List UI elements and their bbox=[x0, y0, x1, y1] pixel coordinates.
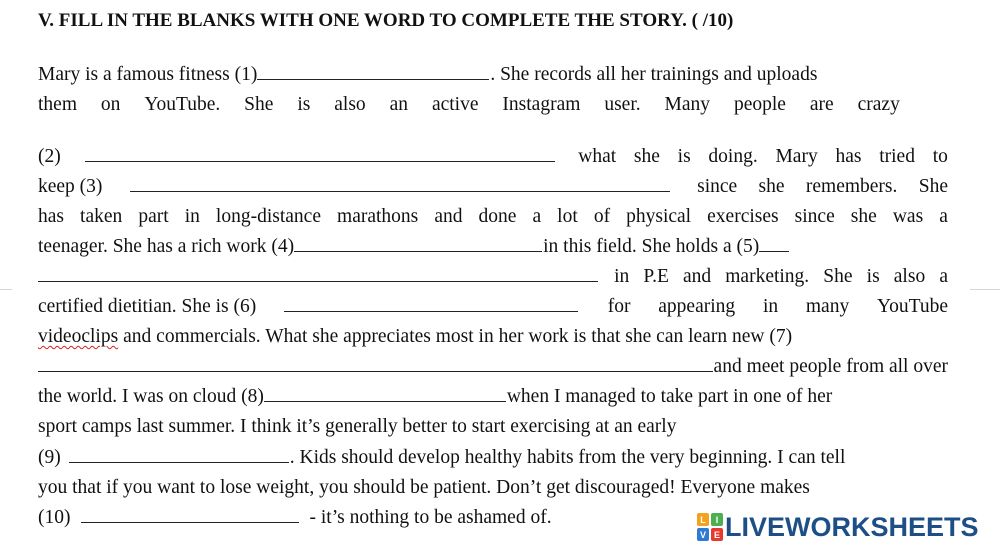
word: active bbox=[431, 94, 479, 115]
word: in bbox=[762, 296, 779, 317]
liveworksheets-logo-icon bbox=[697, 513, 723, 541]
word: She bbox=[823, 266, 853, 287]
word: is bbox=[866, 266, 880, 287]
blank-1[interactable] bbox=[257, 63, 489, 80]
word: P.E bbox=[643, 266, 669, 287]
text: when I managed to take part in one of her bbox=[506, 386, 833, 407]
word: YouTube. bbox=[144, 94, 221, 115]
page-guide-line-right bbox=[970, 289, 1000, 290]
word: user. bbox=[604, 94, 641, 115]
story-line-4 bbox=[38, 173, 948, 201]
text: sport camps last summer. I think it’s generally better to start exercising at an early bbox=[38, 416, 677, 437]
word: them bbox=[38, 94, 77, 115]
word: was bbox=[892, 206, 924, 227]
text: certified dietitian. She is (6) bbox=[38, 296, 257, 317]
blank-4[interactable] bbox=[294, 235, 542, 252]
word: marathons bbox=[337, 206, 419, 227]
story-line-6 bbox=[38, 233, 948, 261]
text: keep (3) bbox=[38, 176, 103, 197]
text: Mary is a famous fitness (1) bbox=[38, 64, 258, 85]
liveworksheets-logo bbox=[697, 511, 979, 543]
word: tried bbox=[879, 146, 915, 167]
word: many bbox=[805, 296, 850, 317]
blank-9[interactable] bbox=[69, 446, 289, 463]
word: long-distance bbox=[215, 206, 321, 227]
word: since bbox=[697, 176, 738, 197]
svg-text:L: L bbox=[700, 515, 706, 525]
word: is bbox=[297, 94, 311, 115]
text: . She records all her trainings and uploads bbox=[490, 64, 818, 85]
word: marketing. bbox=[725, 266, 810, 287]
word: to bbox=[932, 146, 948, 167]
word: in bbox=[184, 206, 200, 227]
story-line-10 bbox=[38, 353, 948, 381]
liveworksheets-logo-text: LIVEWORKSHEETS bbox=[725, 511, 979, 542]
word: crazy bbox=[857, 94, 900, 115]
blank-3[interactable] bbox=[130, 175, 670, 192]
text: and commercials. What she appreciates most in her work is that she can learn new (7) bbox=[123, 326, 793, 347]
exercise-title: V. FILL IN THE BLANKS WITH ONE WORD TO COMPLETE THE STORY. ( /10) bbox=[38, 10, 734, 31]
blank-7[interactable] bbox=[38, 355, 713, 372]
story-line-3 bbox=[38, 143, 948, 171]
text: (9) bbox=[38, 447, 61, 468]
text: the world. I was on cloud (8) bbox=[38, 386, 264, 407]
text: in this field. She holds a (5) bbox=[543, 236, 760, 257]
word: exercises bbox=[707, 206, 779, 227]
word: Instagram bbox=[502, 94, 581, 115]
text: you that if you want to lose weight, you should be patient. Don’t get discouraged! Everyone makes bbox=[38, 477, 810, 498]
word: Many bbox=[664, 94, 711, 115]
word: done bbox=[478, 206, 517, 227]
story-line-11 bbox=[38, 383, 948, 411]
word: lot bbox=[557, 206, 578, 227]
story-line-8 bbox=[38, 293, 948, 321]
page-guide-line-left bbox=[0, 289, 12, 290]
word: an bbox=[389, 94, 409, 115]
svg-text:I: I bbox=[715, 515, 719, 525]
word: is bbox=[677, 146, 691, 167]
word: also bbox=[334, 94, 366, 115]
word: and bbox=[434, 206, 463, 227]
word: of bbox=[593, 206, 611, 227]
word: since bbox=[794, 206, 835, 227]
blank-10[interactable] bbox=[81, 506, 299, 523]
blank-8[interactable] bbox=[264, 385, 506, 402]
word: she bbox=[850, 206, 877, 227]
svg-text:V: V bbox=[699, 530, 707, 540]
word: YouTube bbox=[876, 296, 948, 317]
text: . Kids should develop healthy habits from the very beginning. I can tell bbox=[289, 447, 846, 468]
word: appearing bbox=[658, 296, 736, 317]
word: has bbox=[835, 146, 862, 167]
word: She bbox=[244, 94, 274, 115]
blank-5[interactable] bbox=[38, 265, 598, 282]
word: She bbox=[918, 176, 948, 197]
word: for bbox=[607, 296, 631, 317]
story-line-14 bbox=[38, 474, 948, 502]
story-line-2 bbox=[38, 91, 948, 119]
text: (2) bbox=[38, 146, 61, 167]
text: (10) bbox=[38, 507, 71, 528]
word: a bbox=[939, 266, 948, 287]
story-line-1 bbox=[38, 61, 948, 89]
word: she bbox=[633, 146, 660, 167]
blank-2[interactable] bbox=[85, 145, 555, 162]
blank-6[interactable] bbox=[284, 295, 578, 312]
word: on bbox=[100, 94, 121, 115]
word: remembers. bbox=[805, 176, 898, 197]
word: Mary bbox=[775, 146, 818, 167]
story-line-7 bbox=[38, 263, 948, 291]
word: what bbox=[578, 146, 617, 167]
story-line-12 bbox=[38, 413, 948, 441]
story-line-9 bbox=[38, 323, 948, 351]
word: in bbox=[614, 266, 630, 287]
word: people bbox=[733, 94, 786, 115]
word: she bbox=[758, 176, 785, 197]
svg-text:E: E bbox=[713, 530, 721, 540]
word: and bbox=[682, 266, 712, 287]
spellcheck-word: videoclips bbox=[38, 326, 119, 347]
word: doing. bbox=[708, 146, 758, 167]
word: part bbox=[138, 206, 169, 227]
text: and meet people from all over bbox=[713, 356, 948, 377]
story-line-5 bbox=[38, 203, 948, 231]
word: has bbox=[38, 206, 64, 227]
word: a bbox=[532, 206, 542, 227]
word: are bbox=[809, 94, 834, 115]
word: physical bbox=[626, 206, 692, 227]
word: taken bbox=[80, 206, 123, 227]
text: teenager. She has a rich work (4) bbox=[38, 236, 295, 257]
word: also bbox=[893, 266, 926, 287]
story-line-13 bbox=[38, 444, 948, 472]
blank-5-start[interactable] bbox=[759, 235, 789, 252]
text: - it’s nothing to be ashamed of. bbox=[309, 507, 552, 528]
word: a bbox=[939, 206, 948, 227]
